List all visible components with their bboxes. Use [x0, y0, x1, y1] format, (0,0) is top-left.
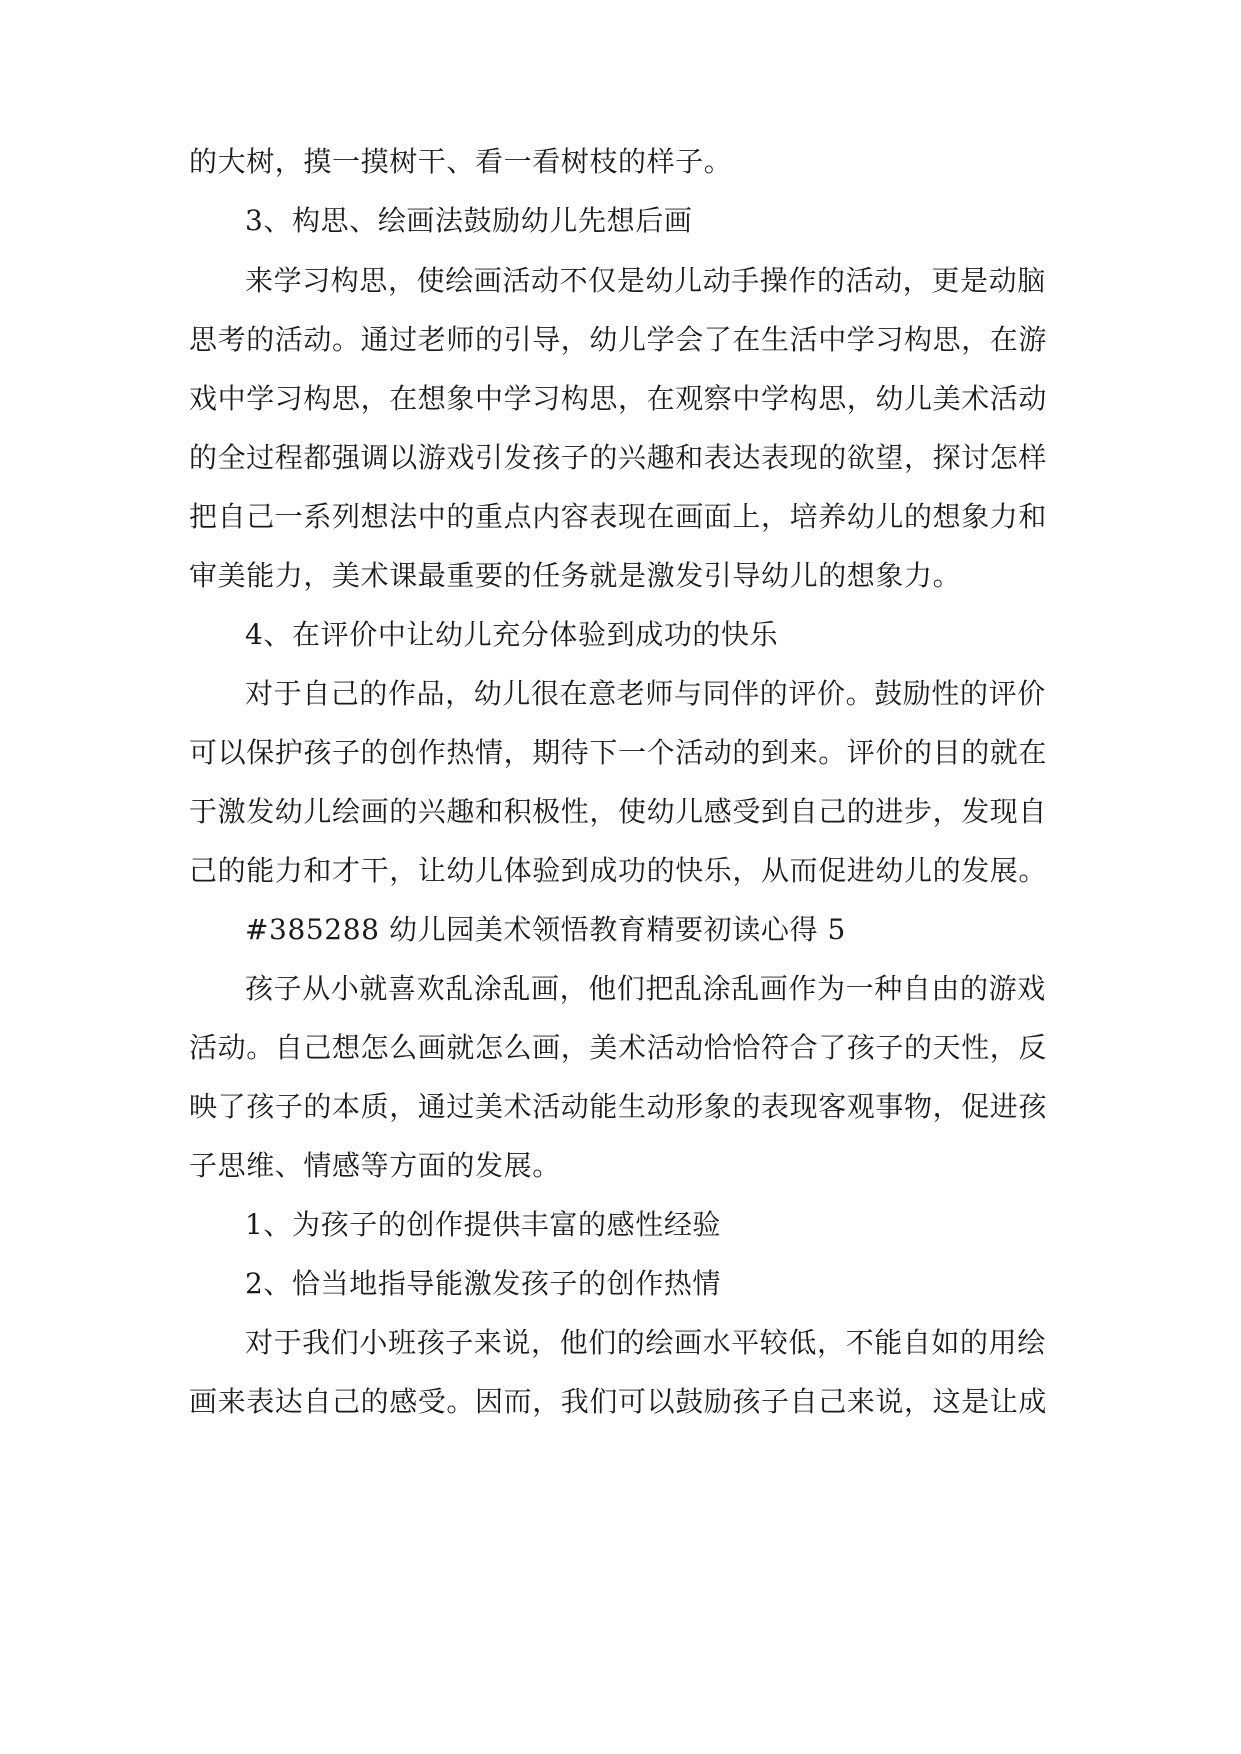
- text-line: 孩子从小就喜欢乱涂乱画，他们把乱涂乱画作为一种自由的游戏: [245, 972, 1046, 1005]
- section-heading: 2、恰当地指导能激发孩子的创作热情: [245, 1267, 722, 1300]
- text-line: 可以保护孩子的创作热情，期待下一个活动的到来。评价的目的就在: [189, 736, 1048, 769]
- article-title: #385288 幼儿园美术领悟教育精要初读心得 5: [245, 913, 846, 946]
- text-line: 己的能力和才干，让幼儿体验到成功的快乐，从而促进幼儿的发展。: [189, 854, 1048, 887]
- text-line: 活动。自己想怎么画就怎么画，美术活动恰恰符合了孩子的天性，反: [189, 1031, 1048, 1064]
- text-line: 对于我们小班孩子来说，他们的绘画水平较低，不能自如的用绘: [245, 1326, 1046, 1359]
- text-line: 对于自己的作品，幼儿很在意老师与同伴的评价。鼓励性的评价: [245, 677, 1046, 710]
- text-line: 戏中学习构思，在想象中学习构思，在观察中学构思，幼儿美术活动: [189, 382, 1048, 415]
- section-heading: 4、在评价中让幼儿充分体验到成功的快乐: [245, 618, 779, 651]
- text-line: 子思维、情感等方面的发展。: [189, 1149, 561, 1182]
- text-line: 审美能力，美术课最重要的任务就是激发引导幼儿的想象力。: [189, 559, 962, 592]
- text-line: 来学习构思，使绘画活动不仅是幼儿动手操作的活动，更是动脑: [245, 264, 1046, 297]
- text-line: 于激发幼儿绘画的兴趣和积极性，使幼儿感受到自己的进步，发现自: [189, 795, 1048, 828]
- text-line: 把自己一系列想法中的重点内容表现在画面上，培养幼儿的想象力和: [189, 500, 1048, 533]
- text-line: 映了孩子的本质，通过美术活动能生动形象的表现客观事物，促进孩: [189, 1090, 1048, 1123]
- text-line: 思考的活动。通过老师的引导，幼儿学会了在生活中学习构思，在游: [189, 323, 1048, 356]
- section-heading: 3、构思、绘画法鼓励幼儿先想后画: [245, 204, 693, 237]
- text-line: 的大树，摸一摸树干、看一看树枝的样子。: [189, 145, 733, 178]
- section-heading: 1、为孩子的创作提供丰富的感性经验: [245, 1208, 722, 1241]
- text-line: 画来表达自己的感受。因而，我们可以鼓励孩子自己来说，这是让成: [189, 1385, 1048, 1418]
- text-line: 的全过程都强调以游戏引发孩子的兴趣和表达表现的欲望，探讨怎样: [189, 441, 1048, 474]
